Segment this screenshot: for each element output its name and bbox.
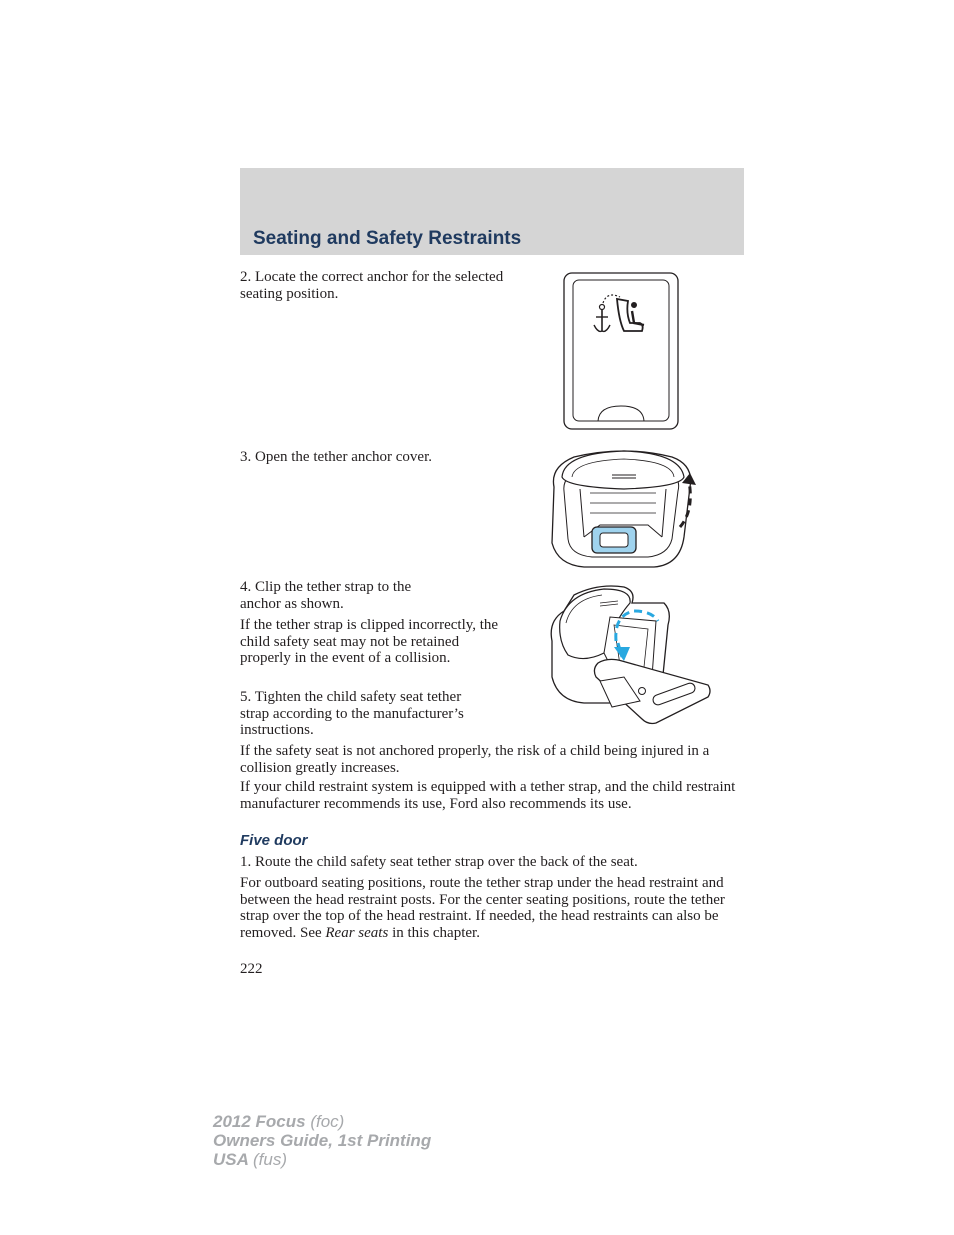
footer-line-region: USA (fus)	[213, 1150, 287, 1169]
anchor-cover-open-illustration	[544, 447, 704, 571]
outboard-positions-text	[240, 875, 745, 941]
rear-seats-reference: Rear seats	[325, 924, 389, 941]
tether-clip-illustration	[544, 581, 714, 731]
anchor-location-illustration	[562, 271, 680, 431]
step-3-text: 3. Open the tether anchor cover.	[240, 449, 433, 465]
step-2-text: 2. Locate the correct anchor for the selected seating position.	[240, 269, 504, 302]
outboard-text-start: For outboard seating positions, route the tether strap under the head restraint and between the head restraint posts. For the center seating positions, route the tether strap over the top of the head restraint. If needed, the head restraints can also be removed. See	[240, 875, 725, 941]
outboard-text-end: in this chapter.	[388, 924, 480, 941]
route-step-text: 1. Route the child safety seat tether strap over the back of the seat.	[240, 854, 638, 870]
page-number: 222	[240, 961, 263, 977]
five-door-heading: Five door	[240, 832, 308, 849]
clip-warning-text: If the tether strap is clipped incorrectly, the child safety seat may not be retained properly in the event of a collision.	[240, 617, 499, 666]
step-5-text: 5. Tighten the child safety seat tether strap according to the manufacturer’s instructions.	[240, 689, 464, 738]
tether-recommend-text: If your child restraint system is equipped with a tether strap, and the child restraint manufacturer recommends its use, Ford also recommends its use.	[240, 779, 736, 812]
anchor-warning-text: If the safety seat is not anchored properly, the risk of a child being injured in a collision greatly increases.	[240, 743, 710, 776]
section-title: Seating and Safety Restraints	[253, 228, 522, 249]
document-footer	[213, 1112, 431, 1169]
footer-line-model: 2012 Focus (foc)	[213, 1112, 345, 1131]
step-4-text: 4. Clip the tether strap to the anchor as shown.	[240, 579, 412, 612]
footer-line-guide: Owners Guide, 1st Printing	[213, 1131, 432, 1150]
